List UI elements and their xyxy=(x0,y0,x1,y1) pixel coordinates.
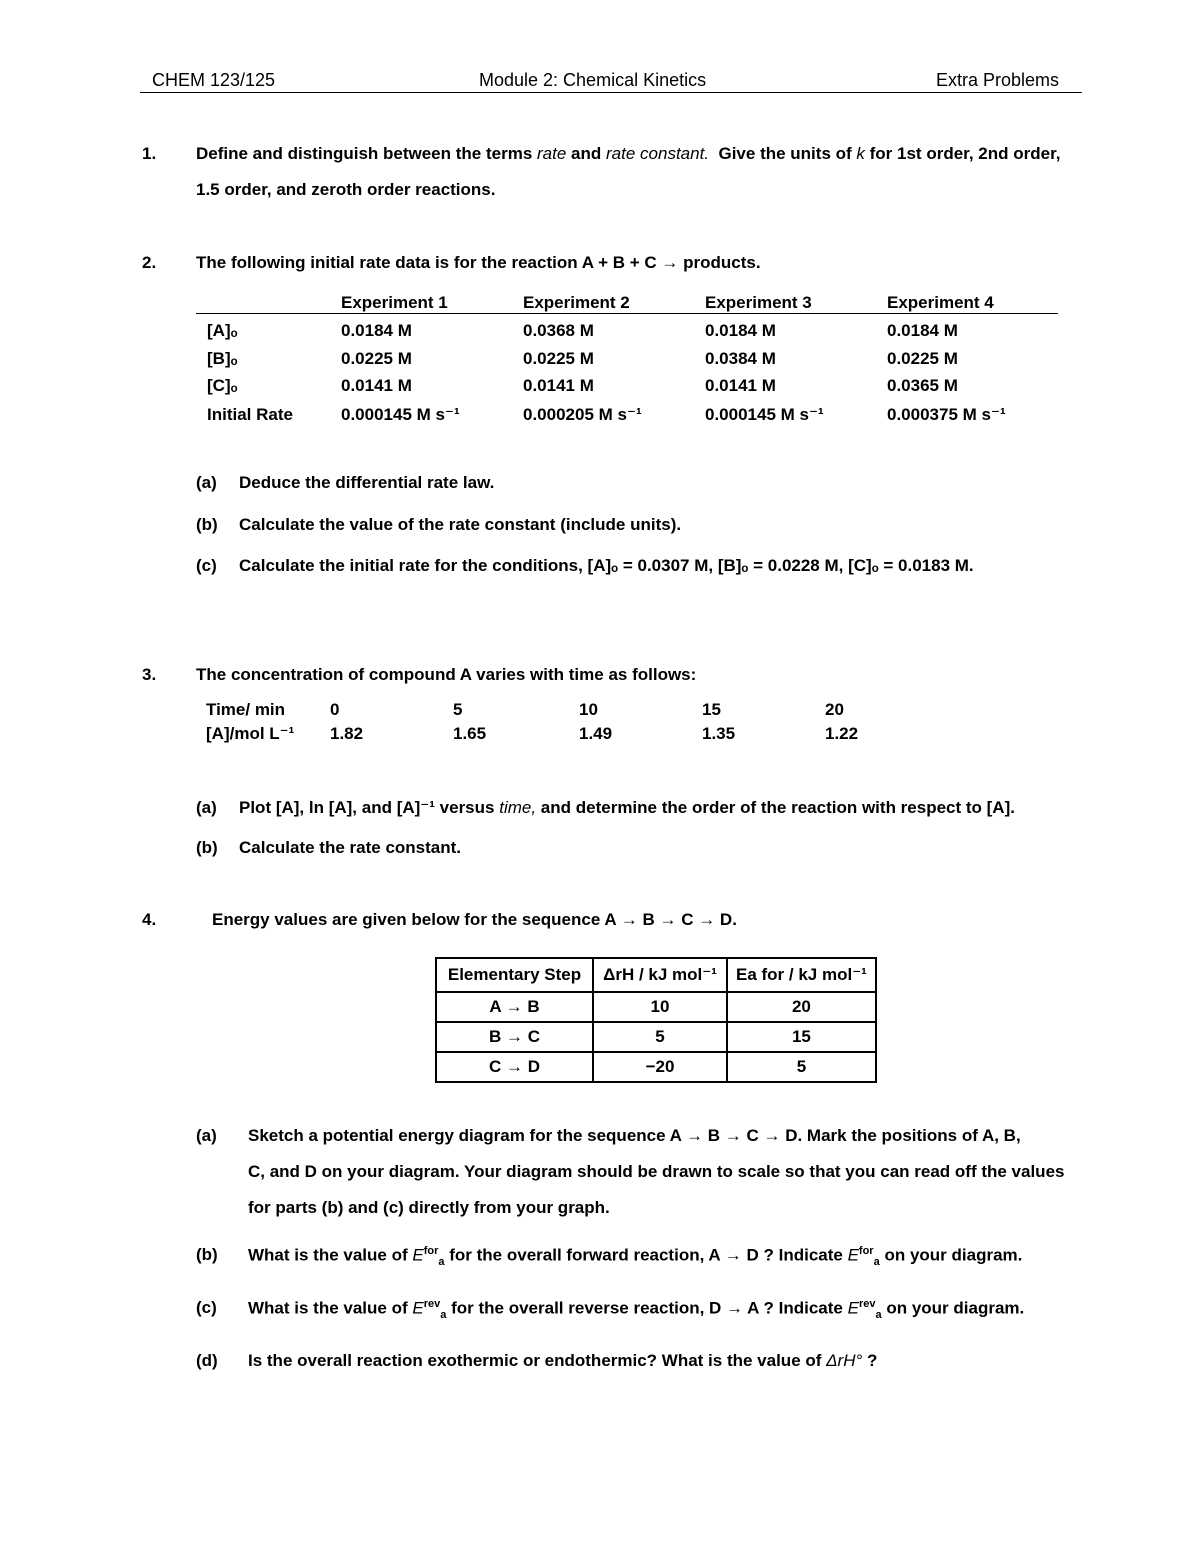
delta-h-header: ΔrH / kJ mol⁻¹ xyxy=(603,965,717,984)
q2-part-text: Deduce the differential rate law. xyxy=(239,473,495,492)
energy-table-header-row xyxy=(436,958,876,992)
q4d-text xyxy=(248,1351,877,1371)
q3a-italic: time, xyxy=(499,798,537,817)
table-cell: −20 xyxy=(593,1052,727,1082)
q3-time-value: 20 xyxy=(825,700,844,719)
q2-row-label: [C]ₒ xyxy=(207,376,238,395)
q4c-sym2: E xyxy=(847,1298,859,1318)
q2-cell: 0.0225 M xyxy=(523,349,594,368)
header-rule xyxy=(140,92,1082,93)
q1-term-rate: rate xyxy=(537,144,567,163)
q3-conc-value: 1.49 xyxy=(579,724,613,743)
q4c-sub: a xyxy=(440,1309,447,1322)
table-cell: 10 xyxy=(593,992,727,1022)
table-cell: 20 xyxy=(727,992,876,1022)
q3-time-value: 0 xyxy=(330,700,340,719)
q2-cell: 0.0368 M xyxy=(523,321,594,340)
q2-cell: 0.000205 M s⁻¹ xyxy=(523,405,642,424)
q1-text-b: Give the units of xyxy=(718,144,852,163)
doc-type: Extra Problems xyxy=(936,70,1060,90)
q2-col-header: Experiment 2 xyxy=(523,293,630,312)
q2-intro: The following initial rate data is for the reaction A + B + C → products. xyxy=(196,253,761,272)
q4c-pre: What is the value of xyxy=(248,1298,408,1318)
q2-cell: 0.0141 M xyxy=(341,376,412,395)
q2-part-label: (c) xyxy=(196,556,217,575)
energy-table-header xyxy=(727,958,876,992)
q1-number: 1. xyxy=(142,144,157,163)
q4-part-label: (c) xyxy=(196,1298,217,1317)
q3-conc-value: 1.82 xyxy=(330,724,364,743)
q2-cell: 0.0184 M xyxy=(705,321,776,340)
q1-text-c: for 1st order, 2nd order, xyxy=(869,144,1061,163)
q3-conc-value: 1.35 xyxy=(702,724,736,743)
q2-row-label: Initial Rate xyxy=(207,405,293,424)
q2-row-label: [B]ₒ xyxy=(207,349,238,368)
q2-cell: 0.0225 M xyxy=(887,349,958,368)
q3a-post: and determine the order of the reaction with respect to [A]. xyxy=(540,798,1015,817)
q4b-sub2: a xyxy=(873,1256,880,1269)
q2-col-header: Experiment 4 xyxy=(887,293,994,312)
q2-part-label: (a) xyxy=(196,473,217,492)
ea-header: Ea for / kJ mol⁻¹ xyxy=(736,965,867,984)
q4c-mid: for the overall reverse reaction, D → A ? Indicate xyxy=(451,1298,843,1318)
q1-line2: 1.5 order, and zeroth order reactions. xyxy=(196,180,496,199)
q2-cell: 0.0184 M xyxy=(341,321,412,340)
q4b-sup: for xyxy=(423,1245,439,1257)
q4-part-label: (b) xyxy=(196,1245,218,1264)
q3a-pre: Plot [A], ln [A], and [A]⁻¹ versus xyxy=(239,798,495,817)
q4c-sup: rev xyxy=(423,1298,441,1310)
q2-part-text: Calculate the initial rate for the conditions, [A]ₒ = 0.0307 M, [B]ₒ = 0.0228 M, [C]ₒ = 0.0183 M. xyxy=(239,556,974,575)
table-cell: A → B xyxy=(436,992,593,1022)
q3-conc-value: 1.65 xyxy=(453,724,487,743)
q3-part-text xyxy=(239,798,1015,818)
q3-part-label: (a) xyxy=(196,798,217,817)
q4b-pre: What is the value of xyxy=(248,1245,408,1265)
q2-table-rule xyxy=(196,313,1058,314)
q4d-pre: Is the overall reaction exothermic or endothermic? What is the value of xyxy=(248,1351,822,1370)
table-row xyxy=(436,992,876,1022)
course-code: CHEM 123/125 xyxy=(152,70,276,90)
table-row xyxy=(436,1022,876,1052)
q4a-line: for parts (b) and (c) directly from your graph. xyxy=(248,1198,610,1217)
q2-cell: 0.0141 M xyxy=(705,376,776,395)
q4b-mid: for the overall forward reaction, A → D ? Indicate xyxy=(449,1245,843,1265)
q3-part-label: (b) xyxy=(196,838,218,857)
q1-text-and: and xyxy=(571,144,602,163)
q4c-text xyxy=(248,1298,1024,1321)
q1-k: k xyxy=(856,144,865,163)
q2-cell: 0.0225 M xyxy=(341,349,412,368)
q4c-sup2: rev xyxy=(858,1298,876,1310)
q2-part-label: (b) xyxy=(196,515,218,534)
q4-intro: Energy values are given below for the sequence A → B → C → D. xyxy=(212,910,737,929)
q3-time-value: 10 xyxy=(579,700,598,719)
q4b-sym: E xyxy=(412,1245,424,1265)
q3-intro: The concentration of compound A varies with time as follows: xyxy=(196,665,697,684)
q2-cell: 0.0141 M xyxy=(523,376,594,395)
q4d-post: ? xyxy=(867,1351,878,1370)
energy-table-header xyxy=(593,958,727,992)
table-row xyxy=(436,1052,876,1082)
q2-row-label: [A]ₒ xyxy=(207,321,238,340)
table-cell: 5 xyxy=(593,1022,727,1052)
q3-time-value: 5 xyxy=(453,700,463,719)
table-cell: C → D xyxy=(436,1052,593,1082)
q4b-text xyxy=(248,1245,1022,1268)
q4-part-label: (a) xyxy=(196,1126,217,1145)
q4-number: 4. xyxy=(142,910,157,929)
q2-cell: 0.0365 M xyxy=(887,376,958,395)
q4b-post: on your diagram. xyxy=(884,1245,1023,1265)
q3-number: 3. xyxy=(142,665,157,684)
q2-cell: 0.000145 M s⁻¹ xyxy=(705,405,824,424)
q2-cell: 0.000375 M s⁻¹ xyxy=(887,405,1006,424)
q2-col-header: Experiment 3 xyxy=(705,293,812,312)
q3-time-label: Time/ min xyxy=(206,700,286,719)
q1-term-rate-constant: rate constant. xyxy=(606,144,710,163)
q3-conc-value: 1.22 xyxy=(825,724,859,743)
q4b-sup2: for xyxy=(858,1245,874,1257)
energy-table-header: Elementary Step xyxy=(436,958,593,992)
q4c-sub2: a xyxy=(875,1309,882,1322)
q2-number: 2. xyxy=(142,253,157,272)
table-cell: B → C xyxy=(436,1022,593,1052)
energy-table xyxy=(435,957,877,1083)
q2-cell: 0.000145 M s⁻¹ xyxy=(341,405,460,424)
q2-cell: 0.0184 M xyxy=(887,321,958,340)
q3-part-text: Calculate the rate constant. xyxy=(239,838,462,857)
q4-part-label: (d) xyxy=(196,1351,218,1370)
q3-time-value: 15 xyxy=(702,700,721,719)
q2-part-text: Calculate the value of the rate constant (include units). xyxy=(239,515,682,534)
q2-cell: 0.0384 M xyxy=(705,349,776,368)
q4d-sym: ΔrH° xyxy=(826,1351,863,1370)
table-cell: 15 xyxy=(727,1022,876,1052)
q1-text-a: Define and distinguish between the terms xyxy=(196,144,533,163)
q4b-sub: a xyxy=(438,1256,445,1269)
q4a-line: Sketch a potential energy diagram for the sequence A → B → C → D. Mark the positions of A, B, xyxy=(248,1126,1021,1145)
module-title: Module 2: Chemical Kinetics xyxy=(479,70,707,90)
q4a-line: C, and D on your diagram. Your diagram should be drawn to scale so that you can read off the values xyxy=(248,1162,1065,1181)
q2-col-header: Experiment 1 xyxy=(341,293,448,312)
q4b-sym2: E xyxy=(847,1245,859,1265)
q4c-post: on your diagram. xyxy=(886,1298,1025,1318)
q4c-sym: E xyxy=(412,1298,424,1318)
q3-conc-label: [A]/mol L⁻¹ xyxy=(206,724,295,743)
q1-line1 xyxy=(196,144,1060,164)
table-cell: 5 xyxy=(727,1052,876,1082)
